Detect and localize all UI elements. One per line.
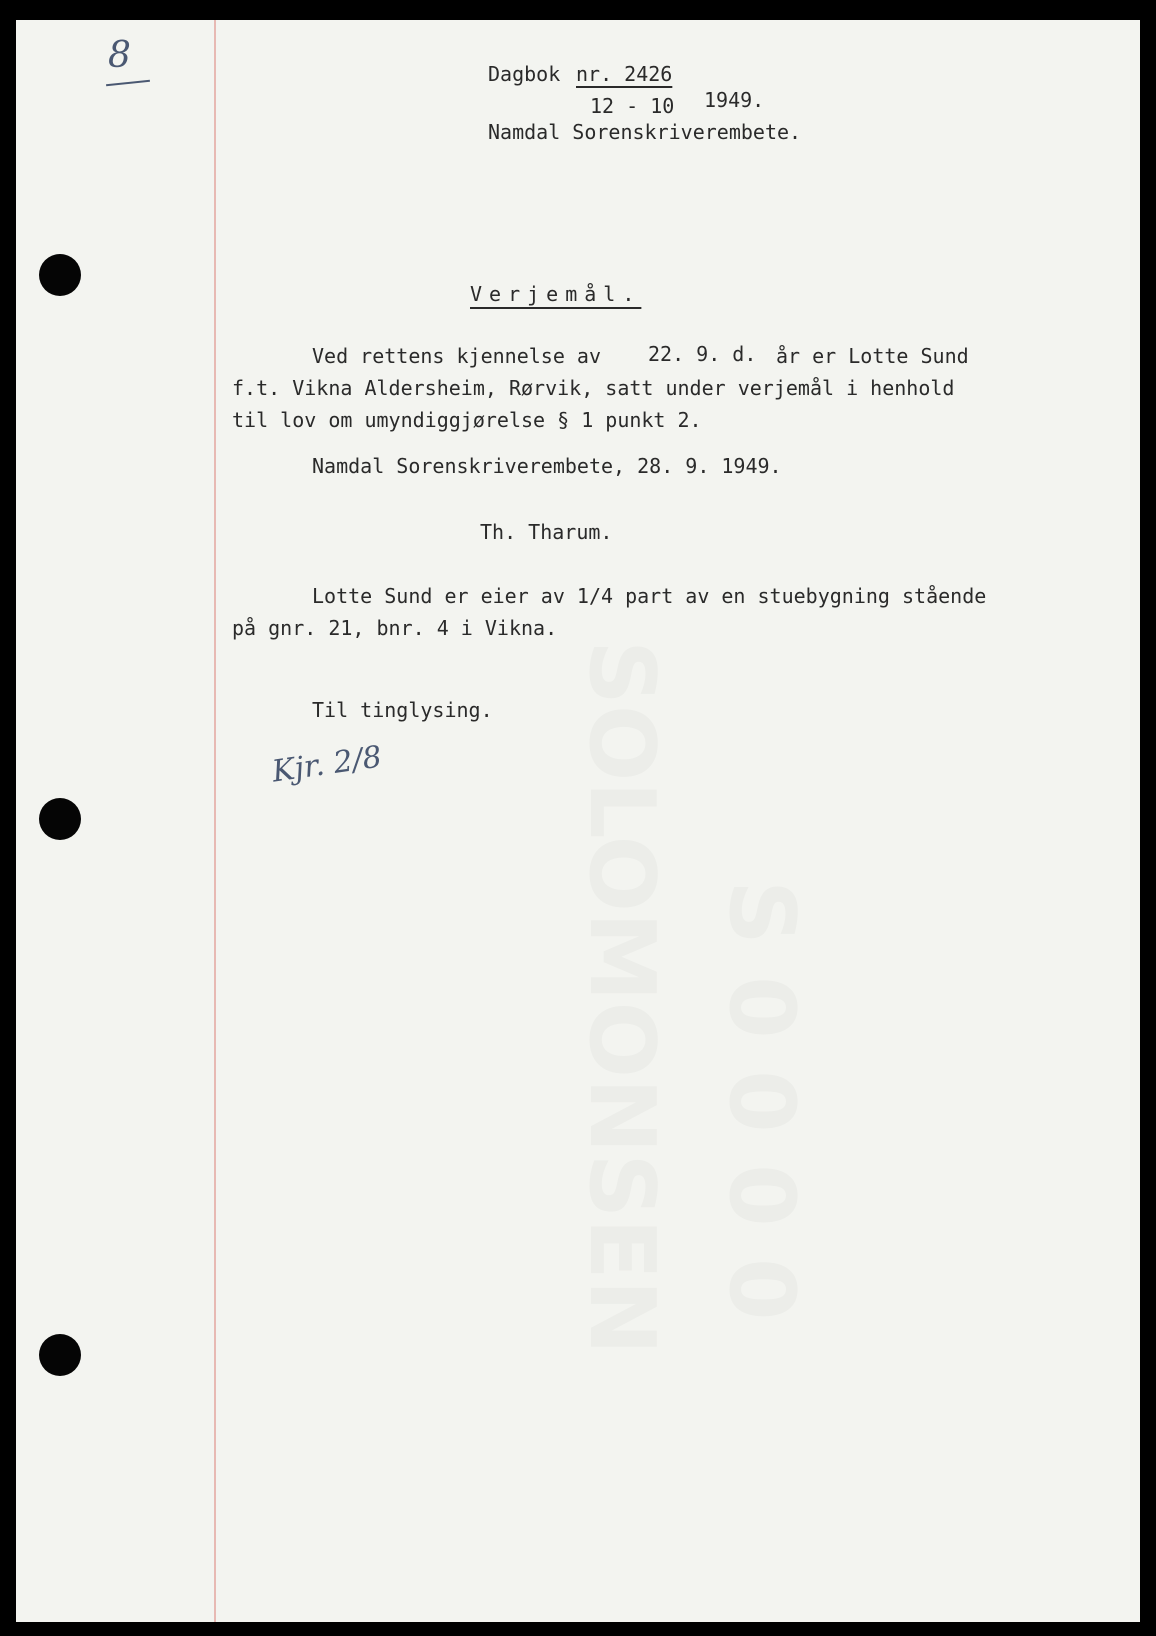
journal-number: nr. 2426 bbox=[576, 62, 673, 86]
punch-hole-middle bbox=[39, 798, 81, 840]
document-title: Verjemål. bbox=[470, 282, 642, 306]
punch-hole-bottom bbox=[39, 1334, 81, 1376]
paragraph-1-line-1-date: 22. 9. d. bbox=[648, 342, 757, 366]
office-name: Namdal Sorenskriverembete. bbox=[488, 120, 802, 144]
paragraph-3-line-1: Lotte Sund er eier av 1/4 part av en stuebygning stående bbox=[312, 584, 987, 608]
journal-year: 1949. bbox=[704, 88, 765, 112]
watermark-line-1: SOLOMONSEN bbox=[569, 640, 674, 1355]
journal-label: Dagbok bbox=[488, 62, 561, 86]
paragraph-4: Til tinglysing. bbox=[312, 698, 493, 722]
paragraph-1-line-1-end: år er Lotte Sund bbox=[776, 344, 969, 368]
handwritten-note: Kjr. 2/8 bbox=[270, 739, 384, 790]
margin-note: 8 bbox=[108, 35, 131, 76]
document-page bbox=[16, 20, 1140, 1622]
paragraph-1-line-2: f.t. Vikna Aldersheim, Rørvik, satt under verjemål i henhold bbox=[232, 376, 955, 400]
punch-hole-top bbox=[39, 254, 81, 296]
paragraph-1-line-3: til lov om umyndiggjørelse § 1 punkt 2. bbox=[232, 408, 702, 432]
journal-date: 12 - 10 bbox=[590, 94, 675, 118]
margin-line bbox=[214, 20, 216, 1622]
paragraph-1-line-1-start: Ved rettens kjennelse av bbox=[312, 344, 601, 368]
watermark-line-2: S 0 0 0 0 bbox=[709, 880, 814, 1321]
paragraph-3-line-2: på gnr. 21, bnr. 4 i Vikna. bbox=[232, 616, 558, 640]
margin-note-stroke bbox=[106, 80, 150, 87]
signature-name: Th. Tharum. bbox=[480, 520, 613, 544]
paragraph-2: Namdal Sorenskriverembete, 28. 9. 1949. bbox=[312, 454, 782, 478]
